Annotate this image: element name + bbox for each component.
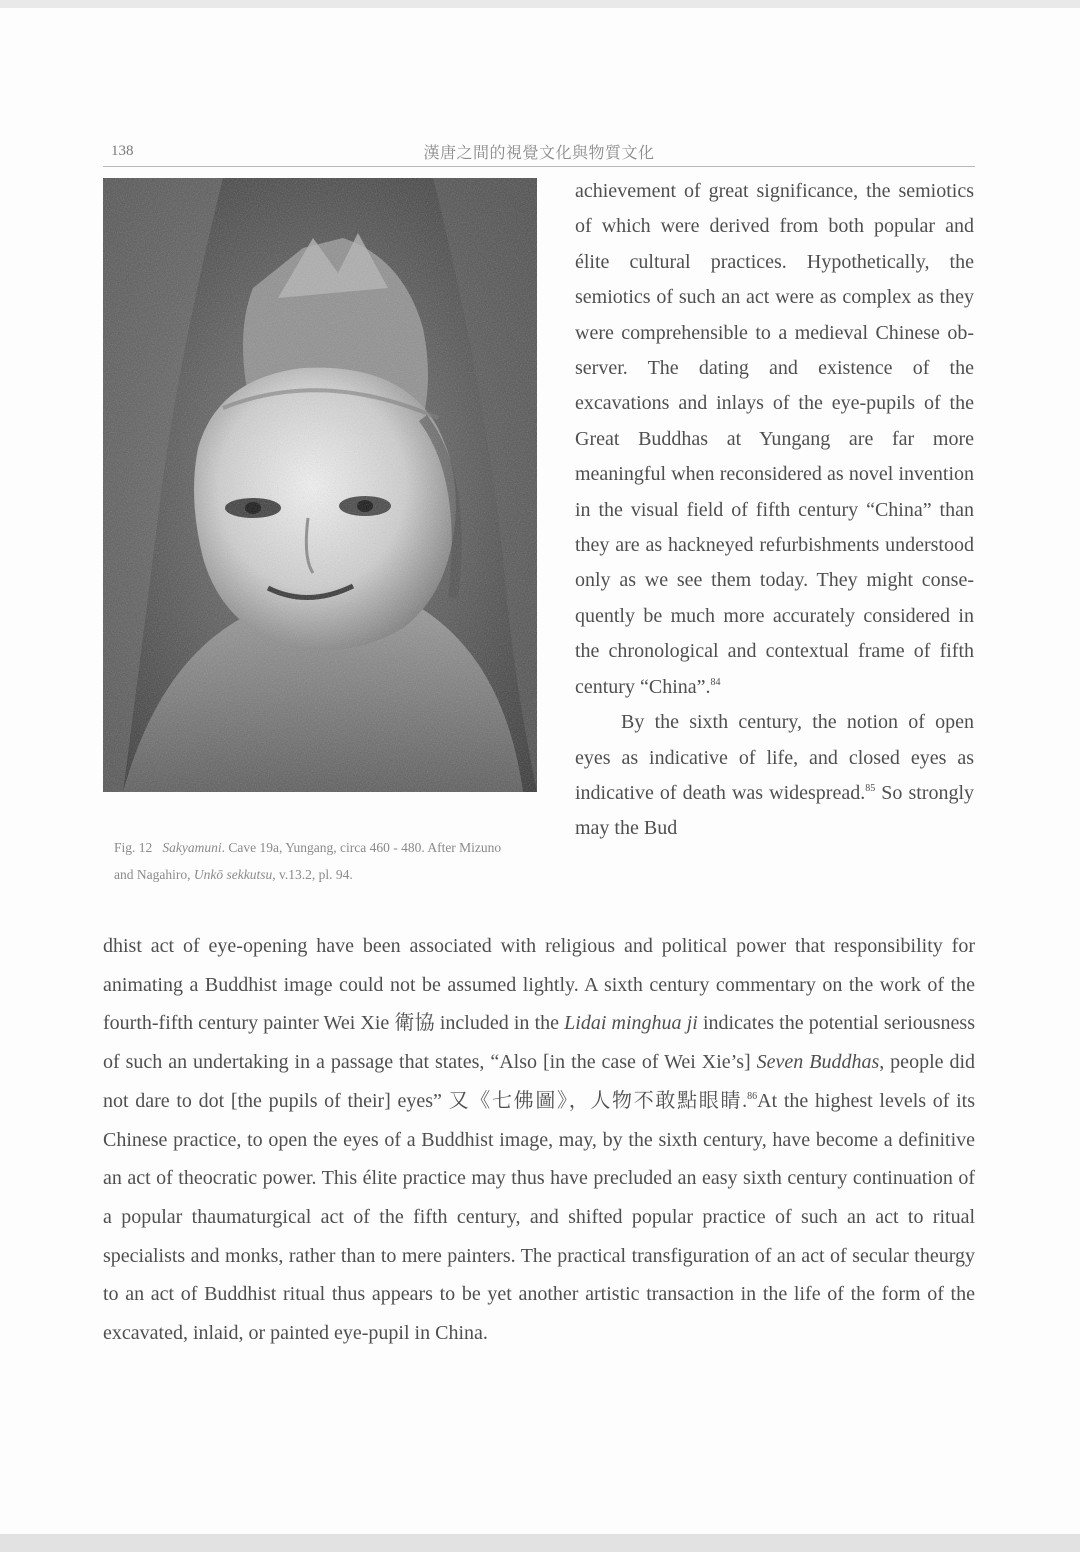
buddha-photograph xyxy=(103,178,537,792)
paragraph-text: So strongly may the Bud xyxy=(575,781,974,840)
figure-subject: Sakyamuni xyxy=(162,840,222,855)
figure-label: Fig. 12 xyxy=(114,840,153,855)
paragraph-text: , people did not dare to dot [the pupils of their] eyes” 又《七佛圖》，人物不敢點眼睛. xyxy=(103,1051,976,1112)
footnote-ref: 84 xyxy=(710,676,721,688)
footnote-ref: 86 xyxy=(747,1090,758,1102)
paragraph xyxy=(103,927,975,1353)
figure-volume: , v.13.2, pl. 94. xyxy=(272,867,353,882)
painting-title: Seven Buddhas xyxy=(756,1051,880,1074)
paragraph-text: dhist act of eye-opening have been associated with religious and political power that responsibility for animating a Buddhist image could not be assumed lightly. A sixth century commentary on the work of the fourth-fifth century painter Wei Xie 衛協 included in the xyxy=(103,935,975,1035)
figure-details: . Cave 19a, Yungang, circa 460 - 480. After Mizuno and Nagahiro, xyxy=(114,840,502,882)
bottom-edge xyxy=(0,1534,1080,1552)
book-page xyxy=(0,8,1080,1534)
paragraph-text: By the sixth century, the notion of open eyes as indicative of life, and closed eyes as indicative of death was widespread. xyxy=(575,711,974,804)
paragraph-text: achievement of great significance, the semiotics of which were derived from both popular and élite cultural practices. Hypothetically, the semiotics of such an act were as complex as they were comprehensible to a medieval Chinese observer. The dating and existence of the excavations and inlays of the eye-pupils of the Great Buddhas at Yungang are far more meaningful when reconsidered as novel invention in the visual field of fifth century “China” than they are as hackneyed refurbishments understood only as we see them today. They might consequently be much more accurately considered in the chronological and contextual frame of fifth century “China”. xyxy=(575,180,974,698)
paragraph xyxy=(575,174,974,705)
running-title: 漢唐之間的視覺文化與物質文化 xyxy=(423,143,655,162)
buddha-head-image xyxy=(103,178,537,792)
footnote-ref: 85 xyxy=(865,782,876,794)
paragraph-text: indicates the potential seriousness of such an undertaking in a passage that states, “Also [in the case of Wei Xie’s] xyxy=(103,1012,975,1074)
figure-caption xyxy=(114,834,524,888)
paragraph xyxy=(575,705,974,847)
page-number: 138 xyxy=(111,143,134,159)
full-width-text xyxy=(103,927,975,1353)
paragraph-text: At the highest levels of its Chinese practice, to open the eyes of a Buddhist image, may, by the sixth century, have become a definitive an act of theocratic power. This élite practice may thus have precluded an easy sixth century continuation of a popular thaumaturgical act of the fifth century, and shifted popular practice of such an act to ritual specialists and monks, rather than to mere painters. The practical transfiguration of an act of secular theurgy to an act of Buddhist ritual thus appears to be yet another artistic transaction in the life of the form of the excavated, inlaid, or painted eye-pupil in China. xyxy=(103,1089,975,1345)
figure-book-title: Unkō sekkutsu xyxy=(193,867,273,882)
right-column-text xyxy=(575,174,974,847)
page-header xyxy=(103,136,975,167)
book-title: Lidai minghua ji xyxy=(564,1012,698,1035)
